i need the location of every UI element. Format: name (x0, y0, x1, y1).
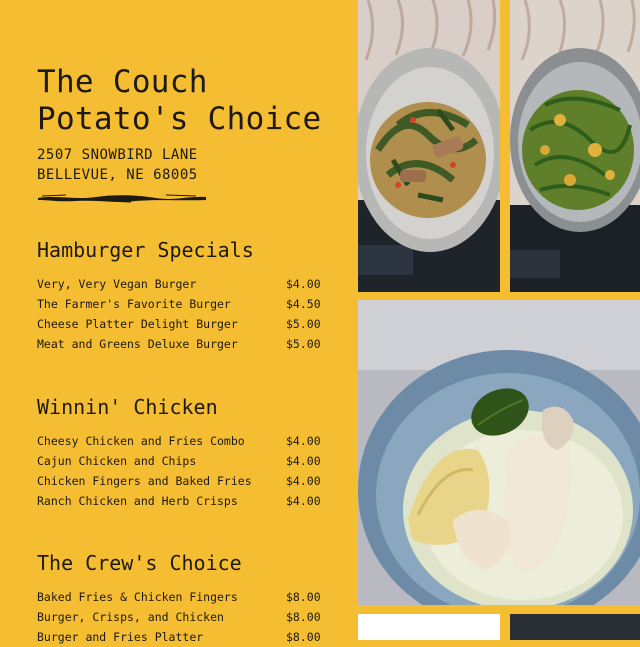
brush-stroke-divider (36, 192, 208, 204)
section-title: Hamburger Specials (37, 238, 254, 262)
item-name: The Farmer's Favorite Burger (37, 297, 231, 311)
section-title: Winnin' Chicken (37, 395, 218, 419)
address-line-1: 2507 SNOWBIRD LANE (37, 147, 198, 163)
title-line-1: The Couch (37, 64, 208, 100)
menu-item (37, 431, 327, 451)
menu-item (37, 587, 327, 607)
white-tile (358, 614, 500, 640)
stir-fried-greens-photo (358, 0, 500, 292)
item-name: Very, Very Vegan Burger (37, 277, 197, 291)
item-name: Baked Fries & Chicken Fingers (37, 590, 238, 604)
item-price: $4.00 (286, 454, 321, 468)
item-name: Meat and Greens Deluxe Burger (37, 337, 238, 351)
item-price: $8.00 (286, 630, 321, 644)
item-price: $8.00 (286, 590, 321, 604)
menu-item (37, 607, 327, 627)
item-price: $4.50 (286, 297, 321, 311)
item-name: Chicken Fingers and Baked Fries (37, 474, 252, 488)
section-crews-choice (37, 551, 327, 647)
menu-item (37, 294, 327, 314)
item-price: $4.00 (286, 434, 321, 448)
item-price: $8.00 (286, 610, 321, 624)
chicken-soup-bowl-photo (358, 300, 640, 605)
title-line-2: Potato's Choice (37, 101, 322, 137)
menu-item (37, 471, 327, 491)
menu-item (37, 491, 327, 511)
menu-item (37, 334, 327, 354)
item-price: $4.00 (286, 474, 321, 488)
item-name: Burger, Crisps, and Chicken (37, 610, 224, 624)
item-price: $5.00 (286, 337, 321, 351)
item-name: Cajun Chicken and Chips (37, 454, 197, 468)
address-line-2: BELLEVUE, NE 68005 (37, 167, 198, 183)
vegetable-soup-pot-photo (510, 0, 640, 292)
menu-item (37, 274, 327, 294)
item-price: $4.00 (286, 277, 321, 291)
menu-item (37, 314, 327, 334)
restaurant-title (37, 64, 347, 138)
section-title: The Crew's Choice (37, 551, 242, 575)
item-price: $4.00 (286, 494, 321, 508)
item-name: Cheese Platter Delight Burger (37, 317, 238, 331)
section-winnin-chicken (37, 395, 327, 511)
item-name: Ranch Chicken and Herb Crisps (37, 494, 238, 508)
menu-item (37, 451, 327, 471)
item-name: Cheesy Chicken and Fries Combo (37, 434, 245, 448)
item-name: Burger and Fries Platter (37, 630, 204, 644)
item-price: $5.00 (286, 317, 321, 331)
section-hamburger-specials (37, 238, 327, 354)
restaurant-address (37, 145, 337, 185)
dark-photo-edge (510, 614, 640, 640)
menu-item (37, 627, 327, 647)
